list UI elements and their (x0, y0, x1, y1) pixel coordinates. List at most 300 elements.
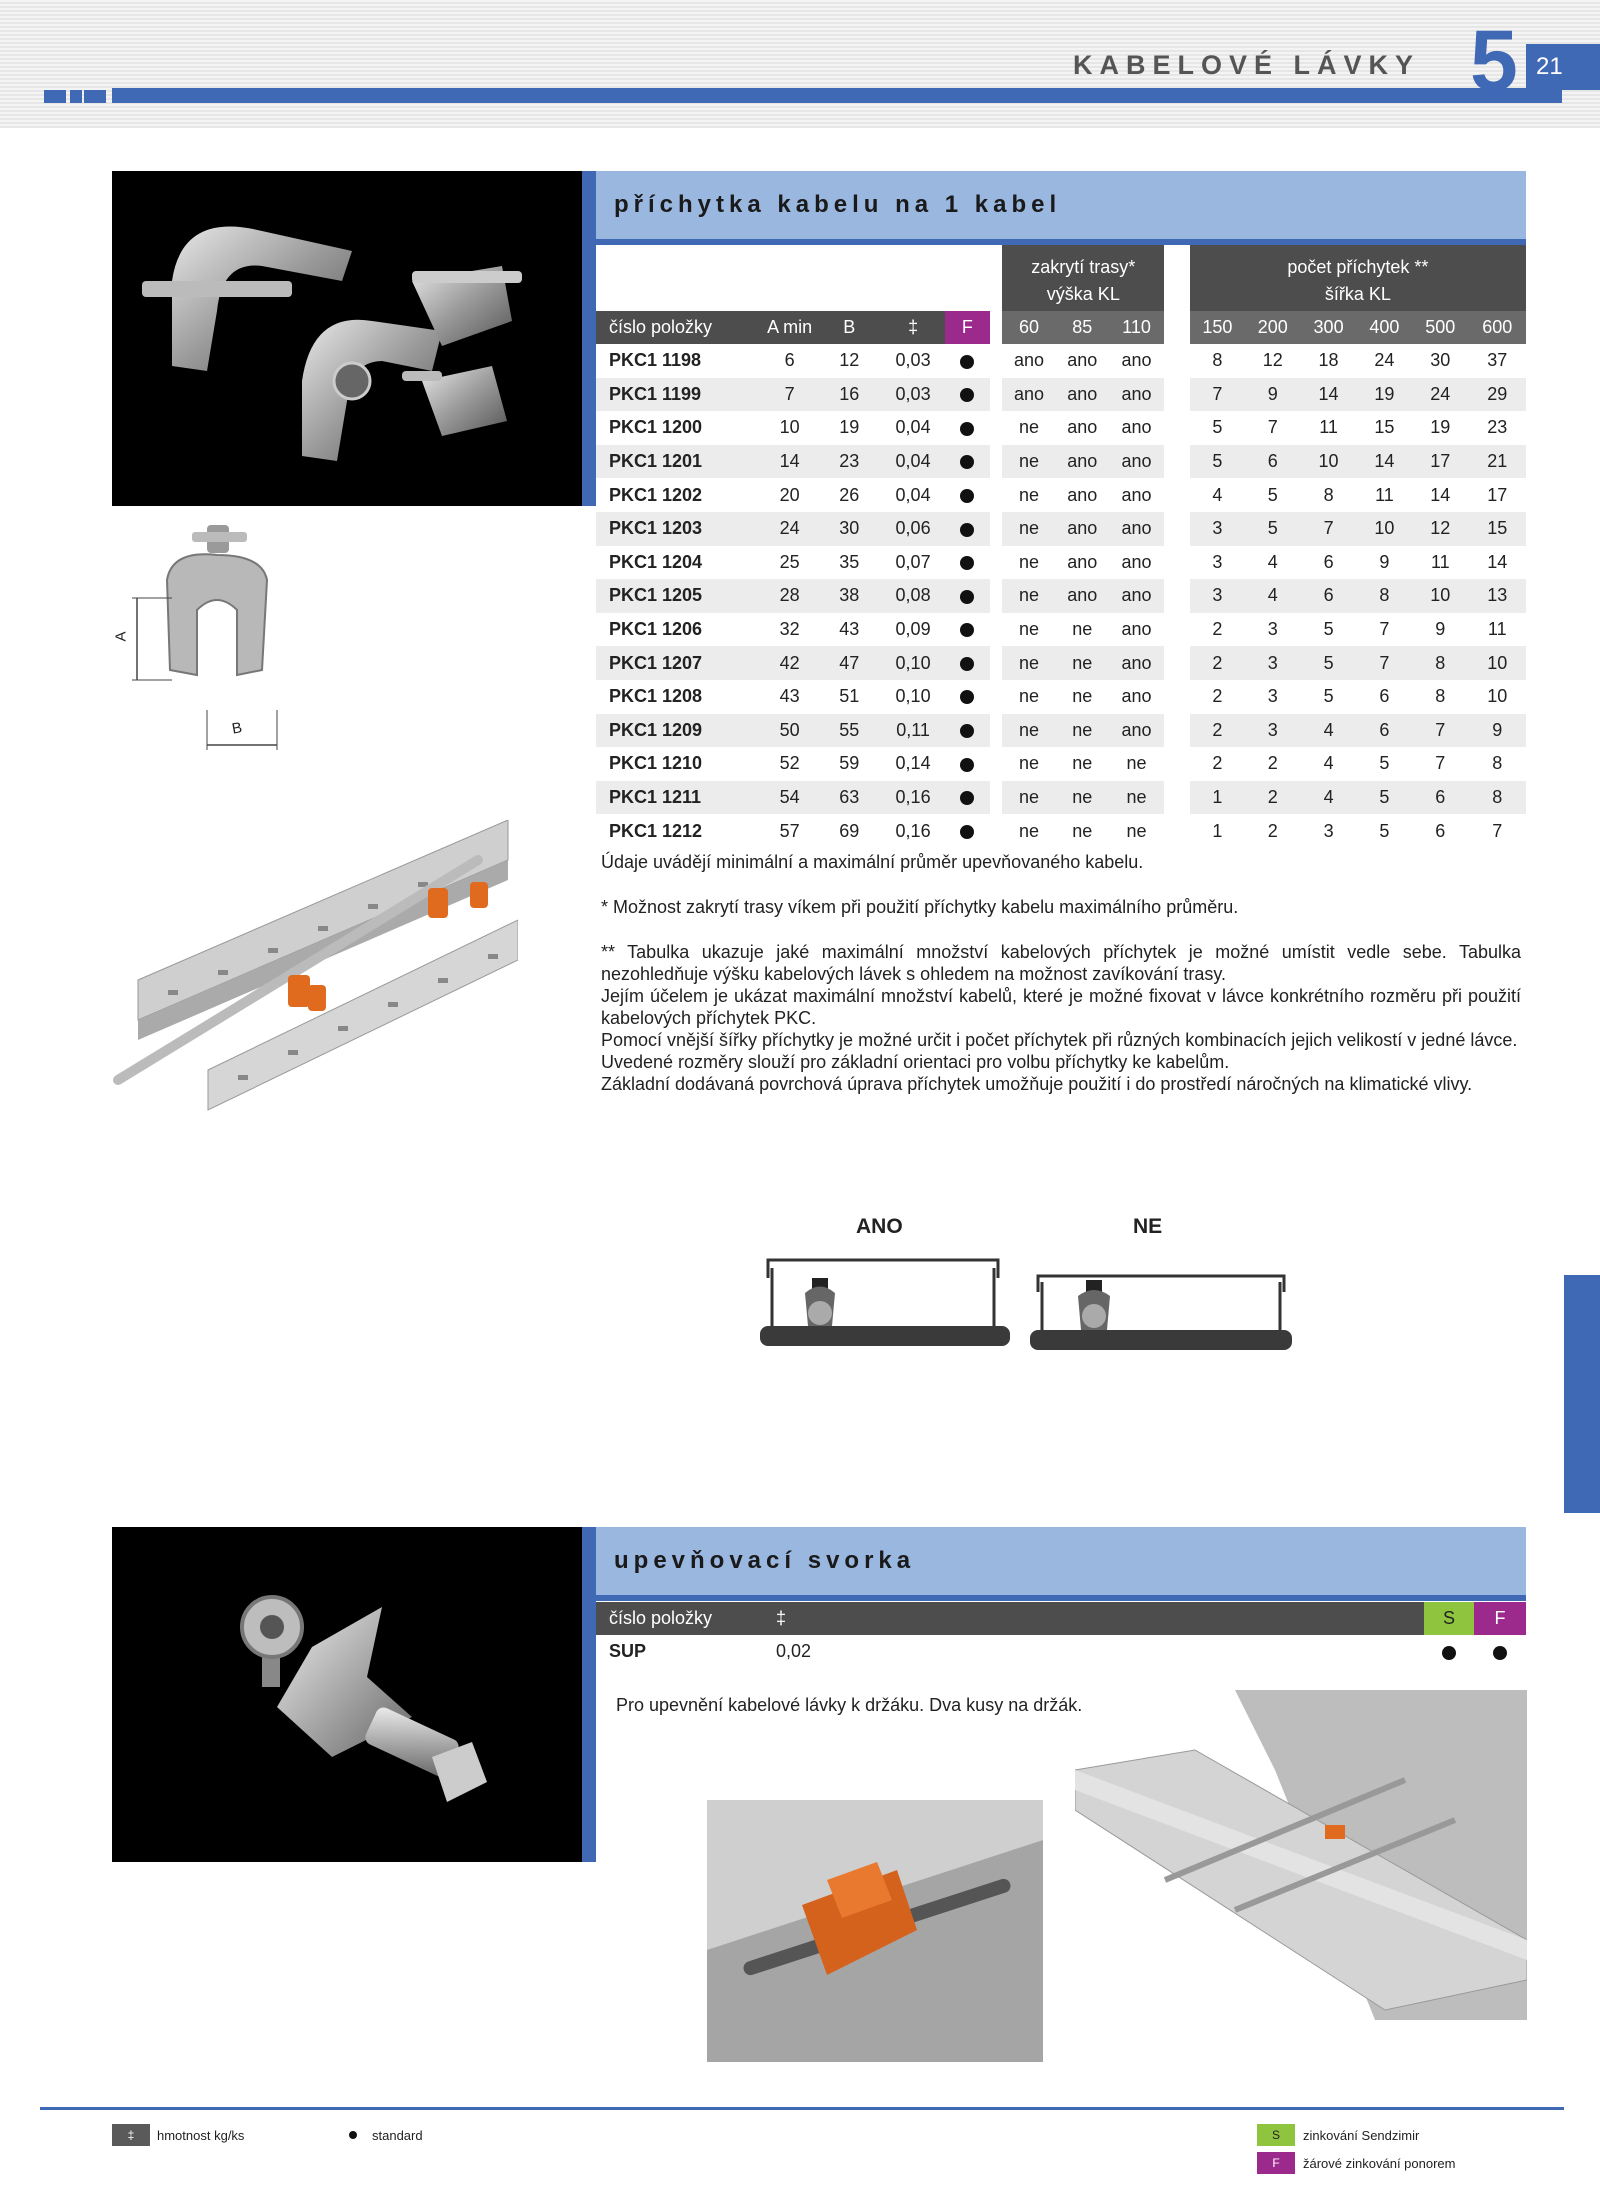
item-count: 7 (1412, 714, 1468, 748)
standard-dot (960, 590, 974, 604)
item-count: 19 (1357, 378, 1412, 412)
note-count (601, 941, 1521, 1095)
item-amin: 32 (762, 613, 817, 647)
legend-standard-label: standard (372, 2128, 423, 2143)
item-count: 18 (1300, 344, 1356, 378)
item-count: 11 (1300, 411, 1356, 445)
item-count: 14 (1412, 478, 1468, 512)
cover-group-header: zakrytí trasy* (1002, 245, 1164, 278)
item-cover: ne (1002, 546, 1055, 580)
item-count: 6 (1357, 680, 1412, 714)
item-count: 12 (1245, 344, 1300, 378)
item-f (945, 747, 990, 781)
item-code: PKC1 1209 (596, 714, 762, 748)
item-count: 2 (1190, 747, 1245, 781)
item-cover: ano (1109, 714, 1164, 748)
column-header-s: S (1424, 1602, 1474, 1635)
bracket-description: Pro upevnění kabelové lávky k držáku. Dva kusy na držák. (616, 1695, 1083, 1715)
item-cover: ne (1002, 512, 1055, 546)
column-header-height-60: 60 (1002, 311, 1055, 344)
item-count: 8 (1412, 680, 1468, 714)
table-row (596, 781, 1526, 815)
item-count: 8 (1412, 646, 1468, 680)
item-count: 17 (1412, 445, 1468, 479)
item-cover: ne (1002, 680, 1055, 714)
item-cover: ne (1056, 814, 1109, 848)
item-count: 4 (1190, 478, 1245, 512)
item-count: 2 (1190, 613, 1245, 647)
item-cover: ne (1002, 478, 1055, 512)
item-cover: ne (1056, 747, 1109, 781)
item-count: 17 (1468, 478, 1526, 512)
item-count: 5 (1300, 613, 1356, 647)
item-f (945, 814, 990, 848)
column-header-width-500: 500 (1412, 311, 1468, 344)
item-cover: ano (1109, 445, 1164, 479)
item-b: 19 (817, 411, 881, 445)
item-count: 11 (1468, 613, 1526, 647)
section-title-bracket: upevňovací svorka (596, 1527, 1526, 1601)
table-row (596, 714, 1526, 748)
item-f (945, 378, 990, 412)
item-count: 3 (1245, 714, 1300, 748)
item-count: 3 (1245, 680, 1300, 714)
column-header-width-150: 150 (1190, 311, 1245, 344)
item-weight: 0,10 (881, 680, 945, 714)
table-row (596, 512, 1526, 546)
column-header-width-300: 300 (1300, 311, 1356, 344)
label-yes: ANO (856, 1215, 903, 1238)
item-count: 29 (1468, 378, 1526, 412)
legend-weight-symbol: ‡ (112, 2124, 150, 2146)
item-cover: ne (1002, 613, 1055, 647)
item-count: 6 (1412, 814, 1468, 848)
item-b: 51 (817, 680, 881, 714)
label-no: NE (1133, 1215, 1163, 1238)
item-cover: ne (1056, 613, 1109, 647)
item-count: 6 (1300, 579, 1356, 613)
item-code: PKC1 1199 (596, 378, 762, 412)
column-header-width-600: 600 (1468, 311, 1526, 344)
item-cover: ne (1056, 781, 1109, 815)
item-count: 8 (1300, 478, 1356, 512)
item-code: PKC1 1212 (596, 814, 762, 848)
item-amin: 42 (762, 646, 817, 680)
item-weight: 0,14 (881, 747, 945, 781)
item-amin: 50 (762, 714, 817, 748)
standard-dot (1493, 1646, 1507, 1660)
item-b: 69 (817, 814, 881, 848)
item-count: 3 (1190, 579, 1245, 613)
item-weight: 0,07 (881, 546, 945, 580)
item-cover: ne (1109, 747, 1164, 781)
item-amin: 52 (762, 747, 817, 781)
item-weight: 0,06 (881, 512, 945, 546)
item-amin: 14 (762, 445, 817, 479)
item-count: 9 (1357, 546, 1412, 580)
item-f (945, 445, 990, 479)
item-count: 5 (1190, 445, 1245, 479)
header-square (84, 90, 106, 103)
item-count: 12 (1412, 512, 1468, 546)
footer-line (40, 2107, 1564, 2110)
count-group-subheader: šířka KL (1190, 278, 1526, 311)
item-weight: 0,08 (881, 579, 945, 613)
item-cover: ne (1056, 646, 1109, 680)
item-weight: 0,03 (881, 344, 945, 378)
table-row (596, 680, 1526, 714)
standard-dot (960, 523, 974, 537)
item-cover: ne (1002, 747, 1055, 781)
legend-s-symbol: S (1257, 2124, 1295, 2146)
item-code: PKC1 1208 (596, 680, 762, 714)
table-row (596, 579, 1526, 613)
item-count: 4 (1245, 579, 1300, 613)
item-f (945, 579, 990, 613)
item-code: PKC1 1210 (596, 747, 762, 781)
standard-dot (960, 758, 974, 772)
item-count: 7 (1412, 747, 1468, 781)
item-count: 2 (1190, 714, 1245, 748)
item-count: 5 (1245, 478, 1300, 512)
section-title-clamp: příchytka kabelu na 1 kabel (596, 171, 1526, 245)
item-count: 2 (1245, 747, 1300, 781)
photo-accent-bar (582, 1527, 596, 1862)
item-count: 30 (1412, 344, 1468, 378)
standard-dot (960, 388, 974, 402)
item-count: 7 (1357, 646, 1412, 680)
item-cover: ano (1056, 579, 1109, 613)
item-code: PKC1 1207 (596, 646, 762, 680)
note-count-line: Pomocí vnější šířky příchytky je možné určit i počet příchytek při různých kombinacích jejich velikostí v jedné lávce. (601, 1030, 1518, 1050)
item-count: 4 (1300, 714, 1356, 748)
item-amin: 54 (762, 781, 817, 815)
item-cover: ano (1109, 579, 1164, 613)
legend-f-label: žárové zinkování ponorem (1303, 2156, 1456, 2171)
item-count: 4 (1300, 747, 1356, 781)
table-row (596, 1635, 1526, 1669)
standard-dot (960, 355, 974, 369)
table-row (596, 546, 1526, 580)
page-number: 21 (1526, 44, 1600, 90)
bracket-table (596, 1602, 1526, 1669)
item-count: 14 (1468, 546, 1526, 580)
item-count: 3 (1300, 814, 1356, 848)
item-cover: ne (1109, 781, 1164, 815)
standard-dot (960, 489, 974, 503)
item-count: 6 (1357, 714, 1412, 748)
standard-dot (1442, 1646, 1456, 1660)
item-cover: ne (1056, 680, 1109, 714)
column-header-code: číslo položky (596, 1602, 776, 1635)
item-count: 5 (1357, 747, 1412, 781)
item-count: 13 (1468, 579, 1526, 613)
item-count: 9 (1468, 714, 1526, 748)
item-weight: 0,04 (881, 445, 945, 479)
item-weight: 0,04 (881, 478, 945, 512)
header-title: KABELOVÉ LÁVKY (1072, 50, 1420, 80)
item-count: 11 (1357, 478, 1412, 512)
item-f (945, 411, 990, 445)
item-count: 24 (1357, 344, 1412, 378)
item-cover: ano (1002, 378, 1055, 412)
legend-weight-label: hmotnost kg/ks (157, 2128, 245, 2143)
clamp-photo (112, 171, 582, 506)
item-f (945, 344, 990, 378)
item-cover: ne (1002, 646, 1055, 680)
item-code: PKC1 1206 (596, 613, 762, 647)
item-count: 7 (1468, 814, 1526, 848)
item-b: 23 (817, 445, 881, 479)
item-weight: 0,04 (881, 411, 945, 445)
item-cover: ne (1002, 579, 1055, 613)
item-count: 7 (1245, 411, 1300, 445)
item-count: 8 (1468, 747, 1526, 781)
item-b: 38 (817, 579, 881, 613)
item-cover: ano (1109, 512, 1164, 546)
item-cover: ano (1056, 411, 1109, 445)
item-count: 5 (1357, 781, 1412, 815)
item-b: 30 (817, 512, 881, 546)
item-count: 10 (1468, 680, 1526, 714)
item-count: 6 (1300, 546, 1356, 580)
item-code: PKC1 1204 (596, 546, 762, 580)
item-f (945, 512, 990, 546)
table-row (596, 411, 1526, 445)
item-cover: ne (1056, 714, 1109, 748)
item-amin: 24 (762, 512, 817, 546)
item-cover: ne (1002, 411, 1055, 445)
item-b: 35 (817, 546, 881, 580)
column-header-f: F (945, 311, 990, 344)
standard-dot (960, 657, 974, 671)
standard-dot (960, 825, 974, 839)
standard-dot (960, 556, 974, 570)
item-code: PKC1 1202 (596, 478, 762, 512)
legend-f-symbol: F (1257, 2152, 1295, 2174)
item-code: PKC1 1200 (596, 411, 762, 445)
item-code: PKC1 1211 (596, 781, 762, 815)
item-cover: ano (1109, 411, 1164, 445)
item-count: 23 (1468, 411, 1526, 445)
standard-dot (960, 690, 974, 704)
cover-group-subheader: výška KL (1002, 278, 1164, 311)
item-count: 7 (1357, 613, 1412, 647)
item-b: 59 (817, 747, 881, 781)
standard-dot (960, 724, 974, 738)
item-amin: 57 (762, 814, 817, 848)
item-count: 7 (1190, 378, 1245, 412)
item-count: 5 (1300, 680, 1356, 714)
item-count: 2 (1245, 814, 1300, 848)
column-header-weight: ‡ (881, 311, 945, 344)
table-row (596, 344, 1526, 378)
count-group-header: počet příchytek ** (1190, 245, 1526, 278)
column-header-b: B (817, 311, 881, 344)
item-cover: ano (1056, 546, 1109, 580)
item-count: 14 (1300, 378, 1356, 412)
item-cover: ano (1109, 478, 1164, 512)
item-b: 47 (817, 646, 881, 680)
item-f (945, 781, 990, 815)
item-b: 26 (817, 478, 881, 512)
item-cover: ne (1002, 714, 1055, 748)
cover-no-drawing (1030, 1272, 1292, 1358)
item-amin: 28 (762, 579, 817, 613)
note-diameter: Údaje uvádějí minimální a maximální průměr upevňovaného kabelu. (601, 852, 1144, 872)
item-count: 9 (1245, 378, 1300, 412)
chapter-number: 5 (1470, 13, 1518, 109)
column-header-weight: ‡ (776, 1602, 816, 1635)
item-cover: ano (1109, 378, 1164, 412)
item-cover: ano (1056, 445, 1109, 479)
item-count: 10 (1412, 579, 1468, 613)
item-weight: 0,16 (881, 781, 945, 815)
bracket-photo (112, 1527, 582, 1862)
note-count-line: ** Tabulka ukazuje jaké maximální množství kabelových příchytek je možné umístit vedle sebe. Tabulka nezohledňuje výšku kabelových lávek s ohledem na možnost zavíkování trasy. (601, 942, 1521, 984)
item-cover: ne (1109, 814, 1164, 848)
table-row (596, 747, 1526, 781)
item-count: 5 (1245, 512, 1300, 546)
column-header-height-85: 85 (1056, 311, 1109, 344)
item-count: 8 (1357, 579, 1412, 613)
item-weight: 0,02 (776, 1641, 812, 1662)
photo-accent-bar (582, 171, 596, 506)
column-header-height-110: 110 (1109, 311, 1164, 344)
item-f (945, 613, 990, 647)
item-b: 63 (817, 781, 881, 815)
note-count-line: Jejím účelem je ukázat maximální množství kabelů, které je možné fixovat v lávce konkrétního rozměru při použití kabelových příchytek PKC. (601, 986, 1521, 1028)
item-count: 1 (1190, 781, 1245, 815)
item-code: PKC1 1201 (596, 445, 762, 479)
item-f (945, 478, 990, 512)
item-count: 37 (1468, 344, 1526, 378)
item-count: 2 (1190, 646, 1245, 680)
item-count: 1 (1190, 814, 1245, 848)
item-code: PKC1 1198 (596, 344, 762, 378)
dimension-a: A (112, 631, 130, 642)
item-b: 16 (817, 378, 881, 412)
item-count: 5 (1300, 646, 1356, 680)
item-count: 8 (1468, 781, 1526, 815)
legend-s-label: zinkování Sendzimir (1303, 2128, 1420, 2143)
item-f (945, 646, 990, 680)
item-cover: ano (1056, 378, 1109, 412)
item-cover: ano (1056, 512, 1109, 546)
item-count: 4 (1300, 781, 1356, 815)
item-cover: ne (1002, 814, 1055, 848)
table-row (596, 613, 1526, 647)
dimension-b: B (230, 719, 244, 738)
item-count: 15 (1468, 512, 1526, 546)
item-f (945, 714, 990, 748)
header-square (44, 90, 66, 103)
standard-dot (960, 623, 974, 637)
item-cover: ano (1109, 546, 1164, 580)
item-count: 8 (1190, 344, 1245, 378)
item-weight: 0,11 (881, 714, 945, 748)
item-cover: ano (1109, 344, 1164, 378)
item-weight: 0,03 (881, 378, 945, 412)
item-count: 3 (1190, 546, 1245, 580)
table-row (596, 814, 1526, 848)
clamp-drawing (112, 520, 292, 760)
item-cover: ano (1002, 344, 1055, 378)
standard-dot (960, 791, 974, 805)
cable-tray-illustration (108, 820, 518, 1120)
item-count: 3 (1245, 646, 1300, 680)
item-count: 6 (1245, 445, 1300, 479)
item-count: 14 (1357, 445, 1412, 479)
table-row (596, 378, 1526, 412)
side-tab (1564, 1275, 1600, 1513)
item-b: 12 (817, 344, 881, 378)
item-cover: ano (1109, 646, 1164, 680)
table-row (596, 478, 1526, 512)
item-amin: 6 (762, 344, 817, 378)
bracket-detail-photo (707, 1800, 1043, 2062)
item-weight: 0,16 (881, 814, 945, 848)
cover-yes-drawing (760, 1248, 1010, 1358)
note-count-line: Základní dodávaná povrchová úprava příchytek umožňuje použití i do prostředí náročných na klimatické vlivy. (601, 1074, 1473, 1094)
item-count: 21 (1468, 445, 1526, 479)
item-count: 10 (1468, 646, 1526, 680)
item-cover: ano (1056, 344, 1109, 378)
item-amin: 43 (762, 680, 817, 714)
bracket-tray-photo (1075, 1690, 1527, 2020)
item-cover: ano (1109, 680, 1164, 714)
item-count: 2 (1190, 680, 1245, 714)
item-amin: 20 (762, 478, 817, 512)
item-count: 10 (1300, 445, 1356, 479)
legend-standard-dot (349, 2131, 357, 2139)
item-count: 3 (1245, 613, 1300, 647)
item-weight: 0,09 (881, 613, 945, 647)
standard-dot (960, 422, 974, 436)
standard-dot (960, 455, 974, 469)
item-count: 2 (1245, 781, 1300, 815)
item-code: SUP (609, 1641, 647, 1662)
item-f (945, 680, 990, 714)
item-count: 9 (1412, 613, 1468, 647)
page-header (0, 0, 1600, 128)
item-count: 3 (1190, 512, 1245, 546)
item-count: 11 (1412, 546, 1468, 580)
header-bar (112, 88, 1562, 103)
item-count: 7 (1300, 512, 1356, 546)
clamp-table (596, 245, 1526, 848)
item-count: 4 (1245, 546, 1300, 580)
note-count-line: Uvedené rozměry slouží pro základní orientaci pro volbu příchytky ke kabelům. (601, 1052, 1230, 1072)
item-count: 6 (1412, 781, 1468, 815)
item-code: PKC1 1205 (596, 579, 762, 613)
item-f (945, 546, 990, 580)
item-count: 5 (1190, 411, 1245, 445)
item-code: PKC1 1203 (596, 512, 762, 546)
column-header-code: číslo položky (596, 311, 762, 344)
item-count: 10 (1357, 512, 1412, 546)
item-cover: ne (1002, 781, 1055, 815)
item-cover: ano (1056, 478, 1109, 512)
table-row (596, 646, 1526, 680)
table-row (596, 445, 1526, 479)
column-header-amin: A min (762, 311, 817, 344)
column-header-width-400: 400 (1357, 311, 1412, 344)
item-count: 24 (1412, 378, 1468, 412)
item-amin: 10 (762, 411, 817, 445)
item-amin: 7 (762, 378, 817, 412)
item-count: 19 (1412, 411, 1468, 445)
